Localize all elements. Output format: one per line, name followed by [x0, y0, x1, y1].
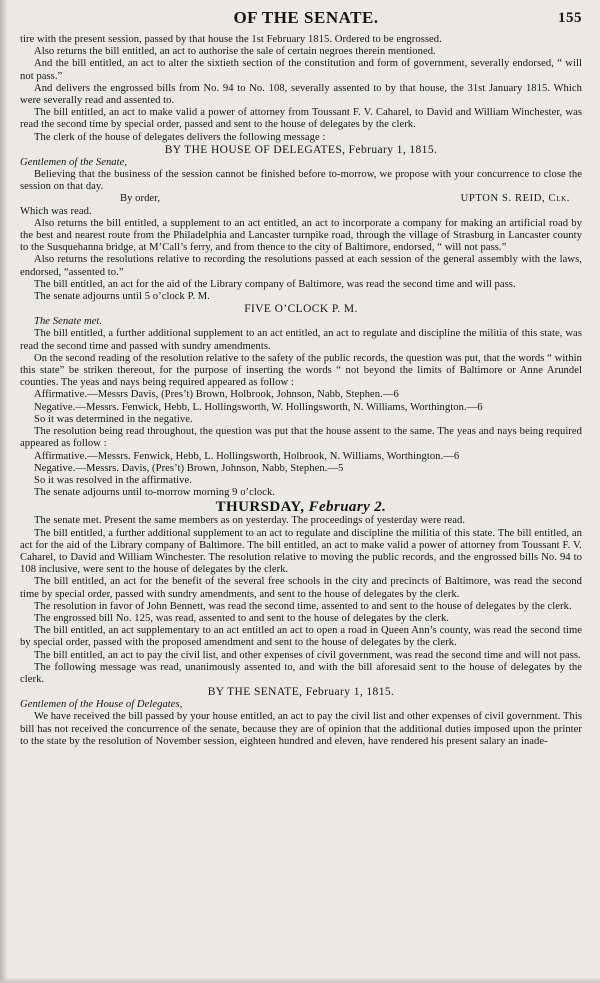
paragraph: The bill entitled, an act for the benefit of the several free schools in the city and precincts of Baltimore, was read the second time by special order, passed with sundry amendments, and sent to the house of delegates by the clerk. [20, 576, 582, 600]
vote-affirmative: Affirmative.—Messrs. Fenwick, Hebb, L. Hollingsworth, Holbrook, N. Williams, Worthington.—6 [34, 450, 460, 462]
signature-name: UPTON S. REID, Clk. [460, 193, 570, 205]
paragraph: The clerk of the house of delegates delivers the following message : [34, 131, 326, 143]
paragraph: The resolution in favor of John Bennett, was read the second time, assented to and sent to the house of delegates by the clerk. [34, 600, 572, 612]
running-head [30, 6, 582, 30]
vote-negative: Negative.—Messrs. Fenwick, Hebb, L. Hollingsworth, W. Hollingsworth, N. Williams, Worthington.—6 [34, 401, 483, 413]
paragraph: The bill entitled, a further additional supplement to an act entitled, an act to regulate and discipline the militia of this state, was read the second time and passed with sundry amendments. [20, 328, 582, 352]
signature-line [20, 193, 582, 205]
vote-affirmative: Affirmative.—Messrs Davis, (Pres’t) Brown, Holbrook, Johnson, Nabb, Stephen.—6 [34, 389, 399, 401]
paragraph: The senate adjourns until to-morrow morning 9 o’clock. [34, 487, 276, 499]
paragraph: The bill entitled, an act to pay the civil list, and other expenses of civil government, was read the second time and will not pass. [34, 649, 581, 661]
salutation: Gentlemen of the Senate, [20, 156, 128, 168]
day-heading [20, 499, 582, 515]
salutation: Gentlemen of the House of Delegates, [20, 699, 183, 711]
vote-negative: Negative.—Messrs. Davis, (Pres’t) Brown, Johnson, Nabb, Stephen.—5 [34, 462, 344, 474]
paragraph: The senate adjourns until 5 o’clock P. M. [34, 291, 210, 303]
paragraph: The following message was read, unanimously assented to, and with the bill aforesaid sent to the house of delegates by the clerk. [20, 661, 582, 685]
paragraph: The bill entitled, a further additional supplement to an act to regulate and discipline the militia of this state. The bill entitled, an act for the aid of the Library company of Baltimore. The bill entitled, an act to make valid a power of attorney from Toussant F. V. Caharel, to David and William Winchester. The resolution relative to moving the public records, and the engrossed bills No. 94 to 108 inclusive, were sent to the house of delegates by the clerk. [20, 527, 582, 576]
paragraph: The resolution being read throughout, the question was put that the house assent to the same. The yeas and nays being required appeared as follow : [20, 426, 582, 450]
paragraph: On the second reading of the resolution relative to the safety of the public records, the question was put, that the words “ within this state” be striken thereout, for the purpose of inserting the words “ not beyond the limits of Baltimore or Anne Arundel counties. The yeas and nays being required appeared as follow : [20, 352, 582, 389]
paragraph: Also returns the bill entitled, a supplement to an act entitled, an act to incorporate a company for making an artificial road by the best and nearest route from the Philadelphia and Lancaster turnpike road, through the village of Strasburg in Lancaster county to the Susquehanna bridge, at M’Call’s ferry, and from thence to the city of Baltimore, endorsed, “ will not pass.” [20, 217, 582, 254]
day-heading-day: THURSDAY, [215, 499, 305, 516]
paragraph: Also returns the bill entitled, an act to authorise the sale of certain negroes therein mentioned. [34, 46, 436, 58]
paragraph: The bill entitled, an act to make valid a power of attorney from Toussant F. V. Caharel, to David and William Winchester, was read the second time by special order, passed and sent to the house of delegates by the clerk. [20, 107, 582, 131]
paragraph: tire with the present session, passed by that house the 1st February 1815. Ordered to be engrossed. [20, 34, 442, 45]
section-heading: FIVE O’CLOCK P. M. [244, 303, 358, 316]
paragraph: And delivers the engrossed bills from No. 94 to No. 108, severally assented to by that house, the 31st January 1815. Which were severally read and assented to. [20, 82, 582, 107]
page-bottom-shadow [0, 977, 600, 983]
paragraph: The bill entitled, an act for the aid of the Library company of Baltimore, was read the second time and will pass. [34, 278, 516, 290]
paragraph: So it was determined in the negative. [34, 413, 193, 425]
paragraph: The senate met. Present the same members as on yesterday. The proceedings of yesterday were read. [34, 515, 466, 527]
paragraph: The bill entitled, an act supplementary to an act entitled an act to open a road in Queen Ann’s county, was read the second time by special order, passed with the proposed amendment and sent to the house of delegates by the clerk. [20, 625, 582, 649]
day-heading-date: February 2. [308, 499, 387, 516]
paragraph: Believing that the business of the session cannot be finished before to-morrow, we propose with your concurrence to close the session on that day. [20, 169, 582, 193]
page-title: OF THE SENATE. [233, 8, 379, 27]
message-heading: BY THE SENATE, February 1, 1815. [207, 686, 395, 699]
journal-text [20, 34, 582, 748]
page-edge-shadow [0, 0, 8, 983]
page-number: 155 [558, 10, 582, 26]
message-heading: BY THE HOUSE OF DELEGATES, February 1, 1815. [164, 143, 438, 156]
paragraph: And the bill entitled, an act to alter the sixtieth section of the constitution and form of government, severally endorsed, “ will not pass.” [20, 58, 582, 82]
paragraph: Which was read. [20, 205, 92, 217]
paragraph: We have received the bill passed by your house entitled, an act to pay the civil list and other expenses of civil government. This bill has not received the concurrence of the senate, because they are of opinion that the additional duties imposed upon the printer to the state by the resolution of November session, eighteen hundred and eleven, have rendered his present salary an inade- [20, 711, 582, 747]
paragraph: The engrossed bill No. 125, was read, assented to and sent to the house of delegates by the clerk. [34, 612, 449, 624]
paragraph: The Senate met. [34, 316, 103, 328]
signature-by-order: By order, [120, 193, 161, 205]
paragraph: Also returns the resolutions relative to recording the resolutions passed at each session of the general assembly with the laws, endorsed, “assented to.” [20, 254, 582, 278]
paragraph: So it was resolved in the affirmative. [34, 474, 192, 486]
